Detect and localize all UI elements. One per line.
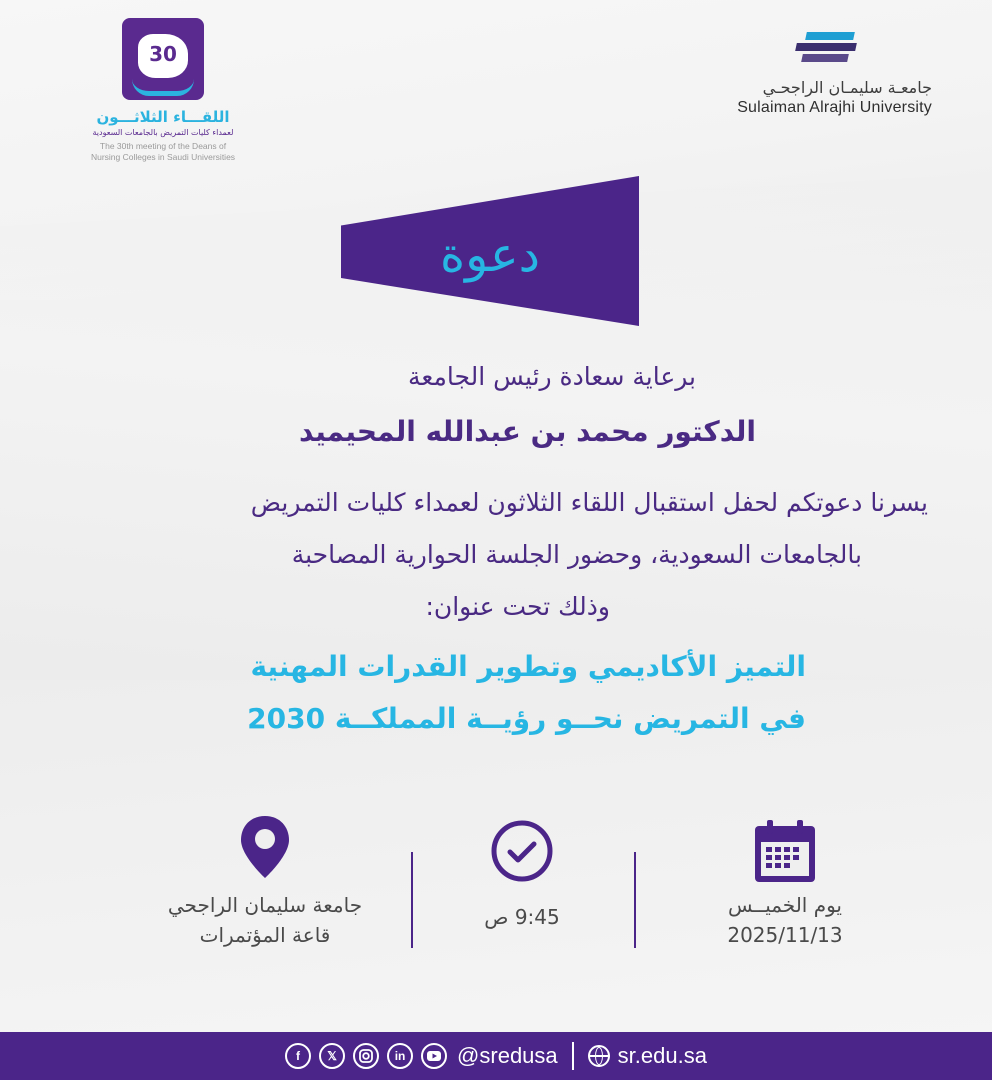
theme-title-line-2: في التمريض نحــو رؤيــة المملكــة 2030 bbox=[247, 702, 806, 735]
youtube-icon[interactable] bbox=[421, 1043, 447, 1069]
x-icon[interactable] bbox=[319, 1043, 345, 1069]
conference-subtitle-en bbox=[82, 141, 244, 163]
globe-icon bbox=[588, 1045, 610, 1067]
location-pin-icon bbox=[235, 812, 295, 886]
event-date-value: 2025/11/13 bbox=[727, 923, 843, 947]
youtube-glyph bbox=[427, 1050, 441, 1062]
conference-logo-mark bbox=[122, 18, 204, 100]
invitation-body-line-3: وذلك تحت عنوان: bbox=[425, 592, 610, 621]
linkedin-glyph: in bbox=[394, 1049, 406, 1063]
location-line-2: قاعة المؤتمرات bbox=[199, 923, 331, 947]
details-divider bbox=[634, 852, 636, 948]
calendar-icon bbox=[752, 818, 818, 886]
linkedin-icon[interactable] bbox=[387, 1043, 413, 1069]
x-glyph: 𝕏 bbox=[327, 1049, 337, 1063]
facebook-glyph: f bbox=[296, 1049, 301, 1063]
university-logo bbox=[702, 30, 932, 117]
conference-title-ar: اللقـــاء الثلاثـــون bbox=[96, 108, 230, 126]
footer-bar bbox=[0, 1032, 992, 1080]
details-divider bbox=[411, 852, 413, 948]
conference-subtitle-en-line1: The 30th meeting of the Deans of bbox=[99, 141, 227, 151]
invitation-body-line-1: يسرنا دعوتكم لحفل استقبال اللقاء الثلاثون لعمداء كليات التمريض bbox=[250, 488, 928, 517]
conference-subtitle-ar: لعمداء كليات التمريض بالجامعات السعودية bbox=[92, 128, 234, 137]
event-location bbox=[150, 812, 380, 950]
invitation-body-line-2: بالجامعات السعودية، وحضور الجلسة الحوارية المصاحبة bbox=[291, 540, 862, 569]
university-name-en: Sulaiman Alrajhi University bbox=[737, 99, 932, 116]
event-time-value: 9:45 ص bbox=[484, 905, 560, 929]
conference-subtitle-en-line2: Nursing Colleges in Saudi Universities bbox=[90, 152, 236, 162]
conference-number: 30 bbox=[149, 42, 177, 66]
event-date bbox=[700, 818, 870, 950]
event-day: يوم الخميــس bbox=[727, 893, 842, 917]
theme-title-line-1: التميز الأكاديمي وتطوير القدرات المهنية bbox=[250, 650, 806, 683]
university-name-ar: جامعـة سليمـان الراجحـي bbox=[762, 78, 932, 97]
hands-icon bbox=[132, 79, 194, 96]
footer-separator bbox=[572, 1042, 574, 1070]
clock-icon bbox=[489, 818, 555, 884]
facebook-icon[interactable] bbox=[285, 1043, 311, 1069]
university-mark-icon bbox=[792, 30, 862, 70]
website-link[interactable]: sr.edu.sa bbox=[617, 1043, 707, 1068]
event-time bbox=[460, 818, 584, 932]
invitation-banner-title: دعوة bbox=[440, 227, 540, 283]
conference-logo bbox=[82, 18, 244, 163]
patron-name: الدكتور محمد بن عبدالله المحيميد bbox=[299, 415, 756, 448]
instagram-icon[interactable] bbox=[353, 1043, 379, 1069]
instagram-glyph bbox=[359, 1049, 373, 1063]
social-handle[interactable]: @sredusa bbox=[457, 1043, 558, 1068]
location-line-1: جامعة سليمان الراجحي bbox=[167, 893, 363, 917]
patron-line: برعاية سعادة رئيس الجامعة bbox=[408, 362, 696, 391]
